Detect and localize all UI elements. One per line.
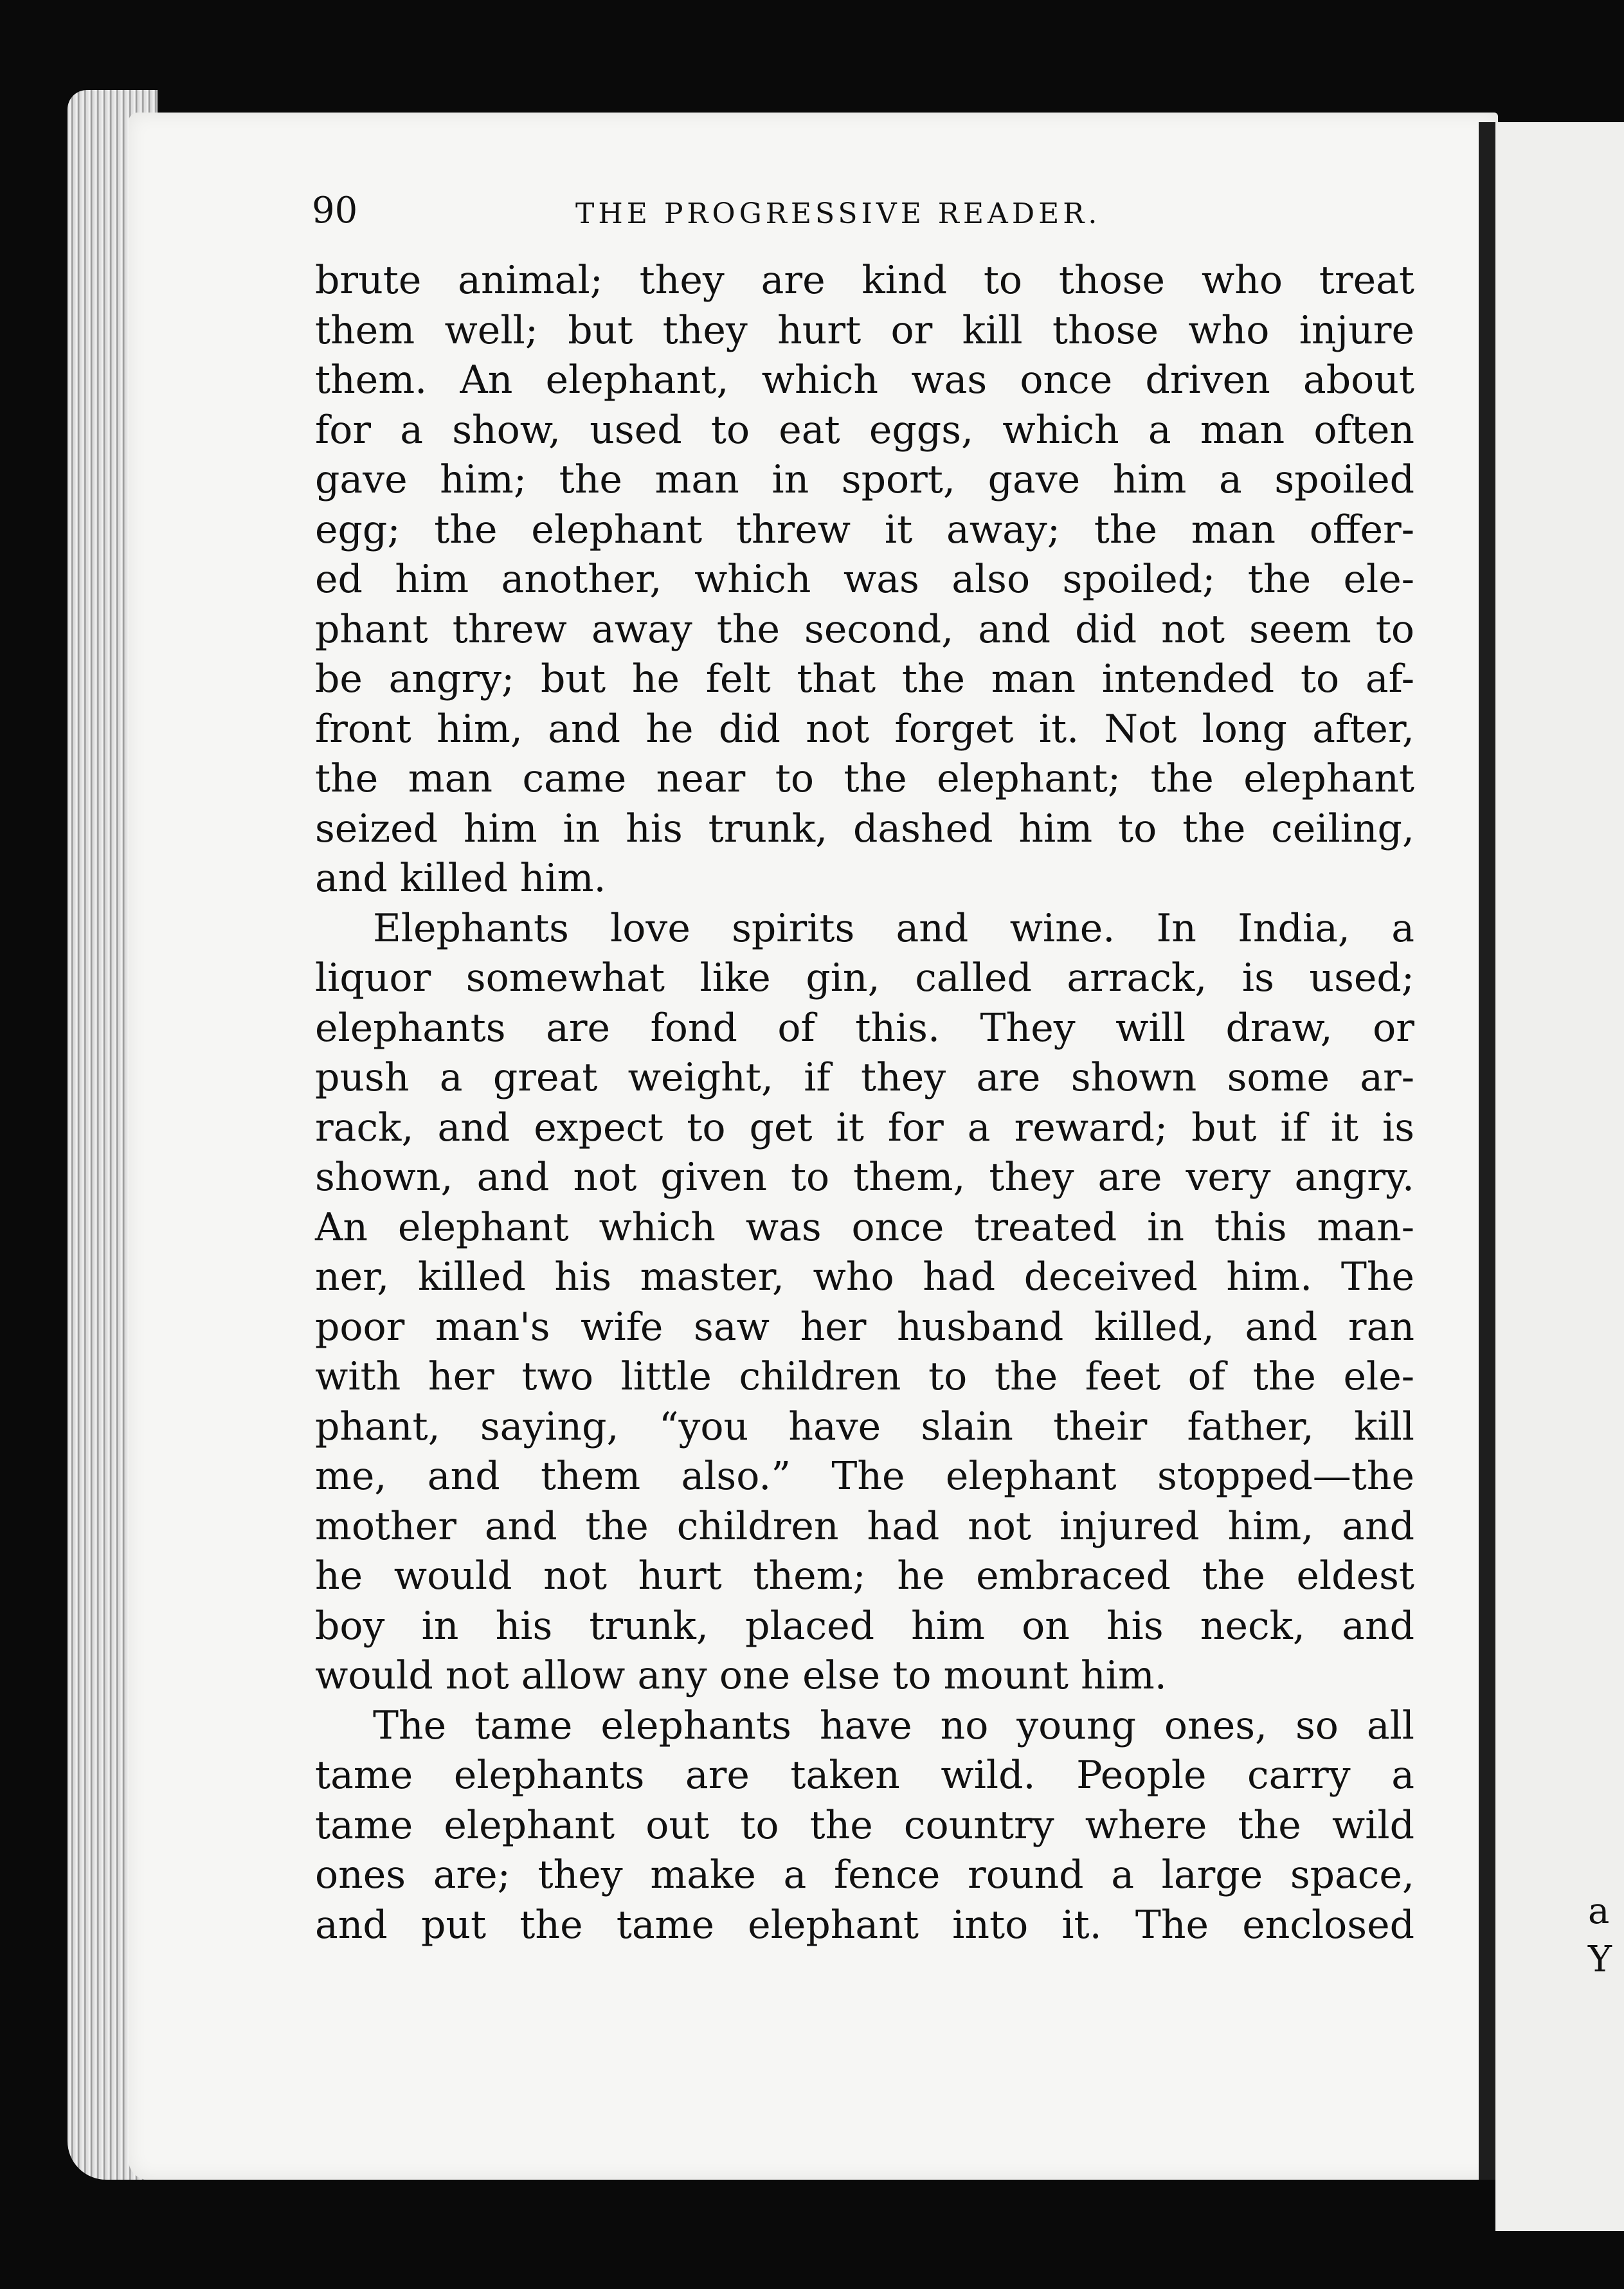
text-line: ones are; they make a fence round a large space,: [315, 1852, 1414, 1897]
text-line: phant threw away the second, and did not seem to: [315, 606, 1414, 652]
text-line: would not allow any one else to mount him.: [315, 1653, 1167, 1698]
page-header: [312, 183, 1443, 241]
running-head: THE PROGRESSIVE READER.: [575, 197, 1101, 230]
text-line: tame elephants are taken wild. People carry a: [315, 1753, 1414, 1798]
text-line: rack, and expect to get it for a reward; but if it is: [315, 1105, 1414, 1150]
text-line: An elephant which was once treated in this man-: [315, 1204, 1414, 1250]
text-line: ed him another, which was also spoiled; the ele-: [315, 557, 1414, 602]
text-line: me, and them also.” The elephant stopped—the: [315, 1454, 1414, 1499]
text-line: The tame elephants have no young ones, so all: [373, 1703, 1414, 1748]
text-line: boy in his trunk, placed him on his neck, and: [315, 1603, 1414, 1649]
text-line: liquor somewhat like gin, called arrack, is used;: [315, 955, 1414, 1000]
text-line: gave him; the man in sport, gave him a spoiled: [315, 457, 1414, 502]
body-text: [315, 256, 1414, 1950]
text-line: and put the tame elephant into it. The enclosed: [315, 1902, 1414, 1948]
text-line: he would not hurt them; he embraced the eldest: [315, 1553, 1414, 1598]
text-line: the man came near to the elephant; the elephant: [315, 756, 1414, 801]
text-line: tame elephant out to the country where the wild: [315, 1802, 1414, 1848]
text-line: phant, saying, “you have slain their father, kill: [315, 1404, 1414, 1449]
text-line: ner, killed his master, who had deceived him. The: [315, 1254, 1414, 1299]
text-line: be angry; but he felt that the man intended to af-: [315, 656, 1414, 701]
text-line: mother and the children had not injured him, and: [315, 1503, 1414, 1549]
book-gutter: [1479, 122, 1495, 2180]
next-page-fragment-1: a: [1588, 1890, 1610, 1932]
text-line: egg; the elephant threw it away; the man offer-: [315, 507, 1414, 552]
next-page-fragment-2: Y: [1588, 1939, 1612, 1980]
text-line: for a show, used to eat eggs, which a man often: [315, 407, 1414, 453]
text-line: push a great weight, if they are shown some ar-: [315, 1055, 1414, 1100]
text-line: elephants are fond of this. They will draw, or: [315, 1005, 1414, 1051]
text-line: Elephants love spirits and wine. In India, a: [373, 905, 1414, 951]
text-line: seized him in his trunk, dashed him to the ceiling,: [315, 806, 1414, 851]
text-line: poor man's wife saw her husband killed, and ran: [315, 1304, 1414, 1350]
text-line: front him, and he did not forget it. Not long after,: [315, 706, 1414, 752]
text-line: shown, and not given to them, they are very angry.: [315, 1155, 1414, 1200]
text-line: and killed him.: [315, 856, 606, 901]
text-line: them well; but they hurt or kill those who injure: [315, 307, 1414, 353]
text-line: them. An elephant, which was once driven about: [315, 357, 1414, 403]
text-line: with her two little children to the feet of the ele-: [315, 1354, 1414, 1399]
text-line: brute animal; they are kind to those who treat: [315, 258, 1414, 303]
page-number: 90: [312, 190, 358, 231]
